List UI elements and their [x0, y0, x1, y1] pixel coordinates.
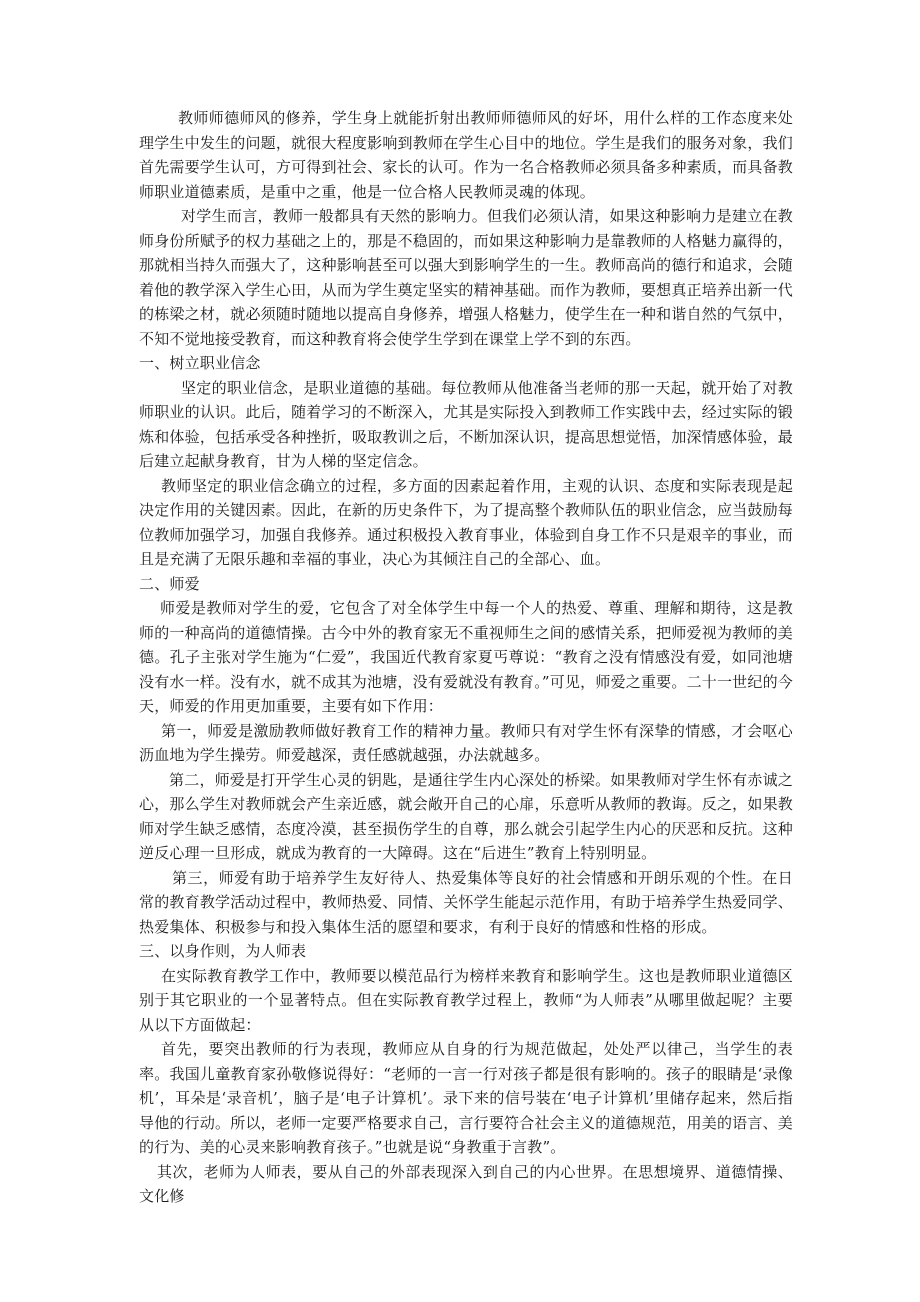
document-body — [139, 106, 793, 1209]
section1-paragraph-2: 教师坚定的职业信念确立的过程，多方面的因素起着作用，主观的认识、态度和实际表现是起决定作用的关键因素。因此，在新的历史条件下，为了提高整个教师队伍的职业信念，应当鼓励每位教师加强学习，加强自我修养。通过积极投入教育事业，体验到自身工作不只是艰辛的事业，而且是充满了无限乐趣和幸福的事业，决心为其倾注自己的全部心、血。 — [139, 476, 793, 568]
section1-paragraph-1: 坚定的职业信念，是职业道德的基础。每位教师从他准备当老师的那一天起，就开始了对教师职业的认识。此后，随着学习的不断深入，尤其是实际投入到教师工作实践中去，经过实际的锻炼和体验，包括承受各种挫折，吸取教训之后，不断加深认识，提高思想觉悟，加深情感体验，最后建立起献身教育，甘为人梯的坚定信念。 — [139, 378, 793, 470]
section2-paragraph-3: 第二，师爱是打开学生心灵的钥匙，是通往学生内心深处的桥梁。如果教师对学生怀有赤诚之心，那么学生对教师就会产生亲近感，就会敞开自己的心扉，乐意听从教师的教诲。反之，如果教师对学生缺乏感情，态度冷漠，甚至损伤学生的自尊，那么就会引起学生内心的厌恶和反抗。这种逆反心理一旦形成，就成为教育的一大障碍。这在“后进生”教育上特别明显。 — [139, 770, 793, 862]
section2-paragraph-4: 第三，师爱有助于培养学生友好待人、热爱集体等良好的社会情感和开朗乐观的个性。在日常的教育教学活动过程中，教师热爱、同情、关怀学生能起示范作用，有助于培养学生热爱同学、热爱集体、积极参与和投入集体生活的愿望和要求，有利于良好的情感和性格的形成。 — [139, 868, 793, 936]
intro-paragraph-1: 教师师德师风的修养，学生身上就能折射出教师师德师风的好坏，用什么样的工作态度来处理学生中发生的问题，就很大程度影响到教师在学生心目中的地位。学生是我们的服务对象，我们首先需要学生认可，方可得到社会、家长的认可。作为一名合格教师必须具备多种素质，而具备教师职业道德素质，是重中之重，他是一位合格人民教师灵魂的体现。 — [139, 109, 793, 201]
section-heading-1: 一、树立职业信念 — [139, 354, 261, 372]
intro-paragraph-2: 对学生而言，教师一般都具有天然的影响力。但我们必须认清，如果这种影响力是建立在教师身份所赋予的权力基础之上的，那是不稳固的，而如果这种影响力是靠教师的人格魅力赢得的，那就相当持久而强大了，这种影响甚至可以强大到影响学生的一生。教师高尚的德行和追求，会随着他的教学深入学生心田，从而为学生奠定坚实的精神基础。而作为教师，要想真正培养出新一代的栋梁之材，就必须随时随地以提高自身修养，增强人格魅力，使学生在一种和谐自然的气氛中，不知不觉地接受教育，而这种教育将会使学生学到在课堂上学不到的东西。 — [139, 207, 793, 348]
section3-paragraph-3: 其次，老师为人师表，要从自己的外部表现深入到自己的内心世界。在思想境界、道德情操、文化修 — [139, 1162, 793, 1205]
section2-paragraph-2: 第一，师爱是激励教师做好教育工作的精神力量。教师只有对学生怀有深挚的情感，才会呕心沥血地为学生操劳。师爱越深，责任感就越强，办法就越多。 — [139, 721, 793, 764]
section2-paragraph-1: 师爱是教师对学生的爱，它包含了对全体学生中每一个人的热爱、尊重、理解和期待，这是教师的一种高尚的道德情操。古今中外的教育家无不重视师生之间的感情关系，把师爱视为教师的美德。孔子主张对学生施为“仁爱”，我国近代教育家夏丐尊说：“教育之没有情感没有爱，如同池塘没有水一样。没有水，就不成其为池塘，没有爱就没有教育。”可见，师爱之重要。二十一世纪的今天，师爱的作用更加重要，主要有如下作用： — [139, 599, 793, 715]
section3-paragraph-1: 在实际教育教学工作中，教师要以模范品行为榜样来教育和影响学生。这也是教师职业道德区别于其它职业的一个显著特点。但在实际教育教学过程上，教师“为人师表”从哪里做起呢？主要从以下方面做起： — [139, 966, 793, 1034]
section-heading-3: 三、以身作则，为人师表 — [139, 942, 307, 960]
section3-paragraph-2: 首先，要突出教师的行为表现，教师应从自身的行为规范做起，处处严以律己，当学生的表率。我国儿童教育家孙敬修说得好：“老师的一言一行对孩子都是很有影响的。孩子的眼睛是‘录像机’，耳朵是‘录音机’，脑子是‘电子计算机’。录下来的信号装在‘电子计算机’里储存起来，然后指导他的行动。所以，老师一定要严格要求自己，言行要符合社会主义的道德规范，用美的语言、美的行为、美的心灵来影响教育孩子。”也就是说“身教重于言教”。 — [139, 1040, 793, 1156]
section-heading-2: 二、师爱 — [139, 574, 200, 593]
